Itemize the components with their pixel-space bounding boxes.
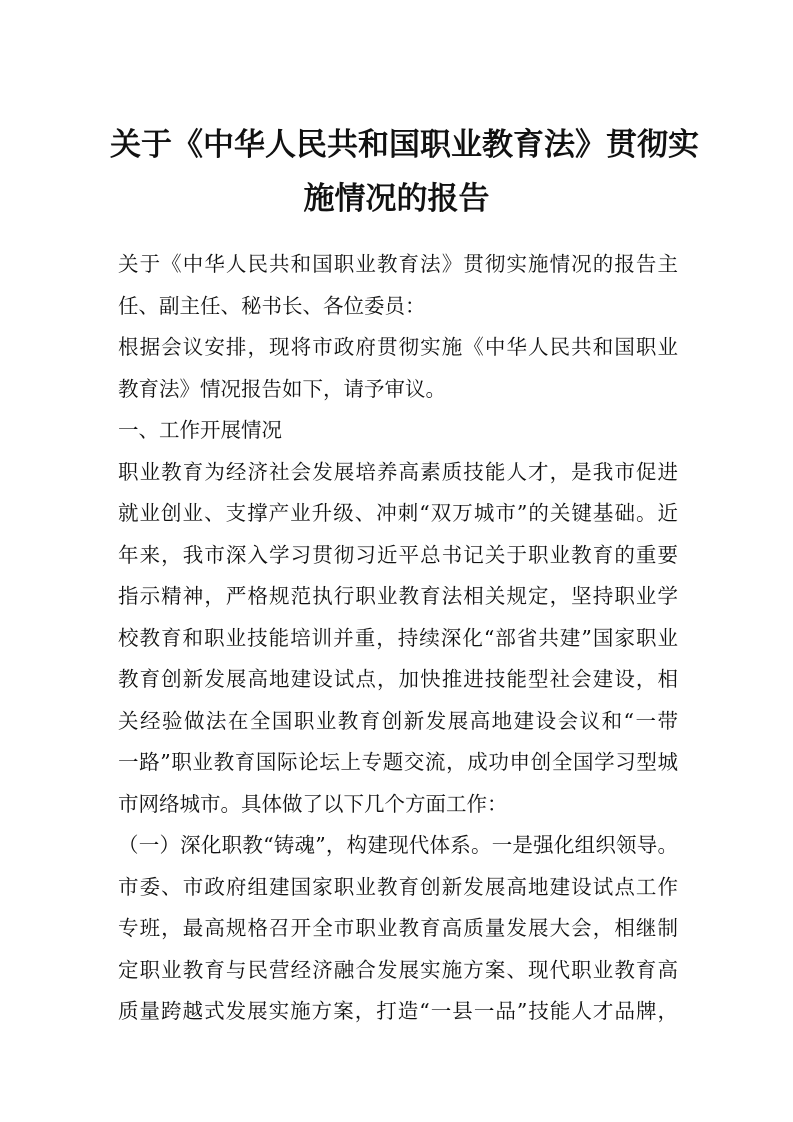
body-line: 校教育和职业技能培训并重，持续深化“部省共建”国家职业 [118, 625, 678, 650]
body-line: 教育创新发展高地建设试点，加快推进技能型社会建设，相 [118, 667, 678, 691]
body-line: 职业教育为经济社会发展培养高素质技能人才，是我市促进 [118, 459, 678, 484]
body-line: 关经验做法在全国职业教育创新发展高地建设会议和“一带 [118, 708, 678, 733]
body-line: 定职业教育与民营经济融合发展实施方案、现代职业教育高 [118, 957, 678, 982]
body-line: 任、副主任、秘书长、各位委员： [118, 293, 426, 318]
body-line: 指示精神，严格规范执行职业教育法相关规定，坚持职业学 [118, 584, 678, 608]
body-line: 教育法》情况报告如下，请予审议。 [118, 376, 446, 401]
body-line: 一路”职业教育国际论坛上专题交流，成功申创全国学习型城 [118, 750, 678, 774]
title-line-1: 关于《中华人民共和国职业教育法》贯彻实 [110, 127, 699, 163]
section-heading: 一、工作开展情况 [118, 418, 282, 442]
body-line: 专班，最高规格召开全市职业教育高质量发展大会，相继制 [118, 916, 678, 940]
body-line: 质量跨越式发展实施方案，打造“一县一品”技能人才品牌， [118, 999, 678, 1023]
report-body [118, 244, 678, 1033]
body-line: （一）深化职教“铸魂”，构建现代体系。一是强化组织领导。 [118, 833, 678, 857]
report-title [110, 118, 699, 226]
body-line: 就业创业、支撑产业升级、冲刺“双万城市”的关键基础。近 [118, 501, 678, 525]
title-line-2: 施情况的报告 [303, 181, 490, 217]
body-line: 市委、市政府组建国家职业教育创新发展高地建设试点工作 [118, 874, 678, 899]
body-line: 根据会议安排，现将市政府贯彻实施《中华人民共和国职业 [118, 335, 678, 359]
body-line: 市网络城市。具体做了以下几个方面工作： [118, 791, 508, 816]
body-line: 年来，我市深入学习贯彻习近平总书记关于职业教育的重要 [118, 542, 678, 567]
body-line: 关于《中华人民共和国职业教育法》贯彻实施情况的报告主 [118, 252, 678, 276]
